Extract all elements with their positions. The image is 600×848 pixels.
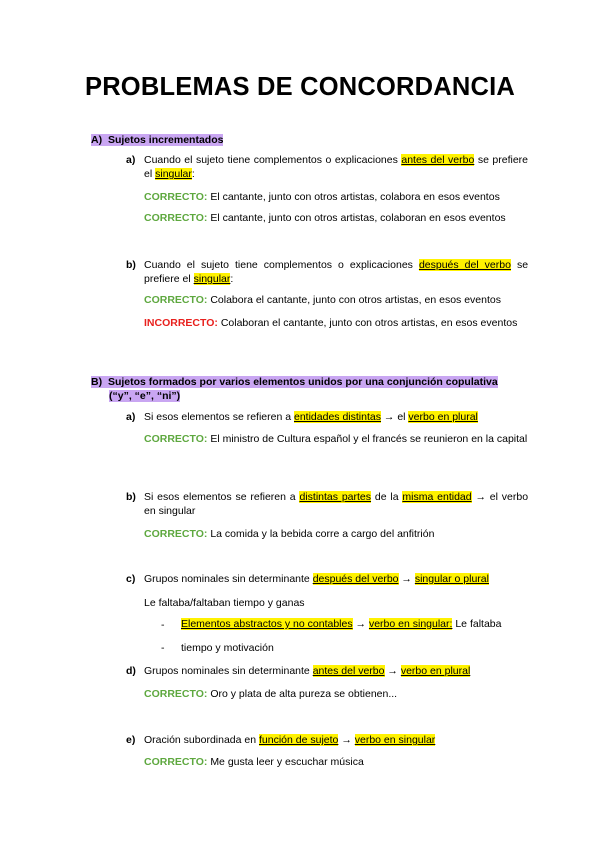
highlight: después del verbo <box>312 573 399 585</box>
correct-tag: CORRECTO: <box>144 688 208 700</box>
item-text: → <box>355 618 367 630</box>
correct-tag: CORRECTO: <box>144 212 208 224</box>
highlight: función de sujeto <box>259 734 339 746</box>
highlight: singular <box>155 168 192 180</box>
example-text: Colaboran el cantante, junto con otros artistas, en esos eventos <box>220 317 518 329</box>
item-text: : <box>230 273 234 285</box>
example-b3: Le faltaba/faltaban tiempo y ganas <box>144 597 305 609</box>
example-a1-2 <box>144 211 528 225</box>
highlight: verbo en plural <box>408 411 478 423</box>
correct-tag: CORRECTO: <box>144 191 208 203</box>
item-label: c) <box>126 573 136 585</box>
bullet-marker-2: - <box>161 642 165 654</box>
highlight: misma entidad <box>402 491 472 503</box>
example-b5-1 <box>144 755 528 769</box>
item-text: se prefiere el <box>144 154 528 180</box>
highlight: verbo en singular <box>354 734 436 746</box>
highlight: verbo en singular: <box>368 618 453 630</box>
bullet-text <box>181 618 529 630</box>
item-text: Grupos nominales sin determinante <box>144 573 310 585</box>
highlight: antes del verbo <box>312 665 385 677</box>
example-text: Oro y plata de alta pureza se obtienen... <box>210 688 398 700</box>
item-text: Grupos nominales sin determinante <box>144 665 310 677</box>
item-text: Le faltaba <box>455 618 502 630</box>
item-text: : <box>191 168 195 180</box>
section-a-label: A) <box>91 134 103 146</box>
bullet-continuation: tiempo y motivación <box>181 642 274 654</box>
item-text: Si esos elementos se refieren a <box>144 411 292 423</box>
example-b1-1 <box>144 432 528 446</box>
item-text: de la <box>374 491 399 503</box>
correct-tag: CORRECTO: <box>144 294 208 306</box>
example-a1-1 <box>144 190 528 204</box>
highlight: singular o plural <box>414 573 489 585</box>
item-label: e) <box>126 734 136 746</box>
item-a1 <box>126 153 528 181</box>
item-text: Cuando el sujeto tiene complementos o explicaciones <box>144 259 413 271</box>
example-b2-1 <box>144 527 528 541</box>
item-text: Si esos elementos se refieren a <box>144 491 296 503</box>
item-b3 <box>126 572 528 586</box>
highlight: antes del verbo <box>401 154 475 166</box>
example-text: El ministro de Cultura español y el francés se reunieron en la capital <box>210 433 528 445</box>
section-b-subtitle: (“y”, “e”, “ni”) <box>109 390 181 402</box>
item-label: b) <box>126 491 136 503</box>
item-label: a) <box>126 411 136 423</box>
item-label: d) <box>126 665 136 677</box>
highlight: distintas partes <box>299 491 372 503</box>
highlight: singular <box>193 273 231 285</box>
item-text: → <box>401 573 412 585</box>
item-label: a) <box>126 154 136 166</box>
highlight: verbo en plural <box>400 665 471 677</box>
bullet-marker: - <box>161 619 165 631</box>
example-text: El cantante, junto con otros artistas, colaboran en esos eventos <box>210 212 506 224</box>
item-label: b) <box>126 259 136 271</box>
item-b2 <box>126 490 528 518</box>
incorrect-tag: INCORRECTO: <box>144 317 218 329</box>
item-text: → <box>387 665 398 677</box>
section-a-heading <box>91 134 223 146</box>
highlight: Elementos abstractos y no contables <box>181 618 353 630</box>
page-title: PROBLEMAS DE CONCORDANCIA <box>84 73 515 101</box>
section-a-title: Sujetos incrementados <box>107 134 224 146</box>
item-text: Oración subordinada en <box>144 734 257 746</box>
item-text: se prefiere el <box>144 259 529 285</box>
item-a2 <box>126 258 528 286</box>
example-b4-1 <box>144 687 528 701</box>
section-b-heading <box>91 375 529 403</box>
correct-tag: CORRECTO: <box>144 433 208 445</box>
example-text: Me gusta leer y escuchar música <box>210 756 364 768</box>
example-text: La comida y la bebida corre a cargo del anfitrión <box>210 528 435 540</box>
section-b-label: B) <box>91 376 103 388</box>
correct-tag: CORRECTO: <box>144 756 208 768</box>
item-text: Cuando el sujeto tiene complementos o explicaciones <box>144 154 398 166</box>
item-b5 <box>126 733 528 747</box>
highlight: después del verbo <box>418 259 511 271</box>
item-text: → el <box>383 411 406 423</box>
correct-tag: CORRECTO: <box>144 528 208 540</box>
section-b-title: Sujetos formados por varios elementos unidos por una conjunción copulativa <box>107 376 498 388</box>
example-text: El cantante, junto con otros artistas, colabora en esos eventos <box>210 191 500 203</box>
example-a2-1 <box>144 293 528 307</box>
item-b4 <box>126 664 528 678</box>
item-text: → el verbo en singular <box>144 491 529 517</box>
item-text: → <box>341 734 352 746</box>
highlight: entidades distintas <box>294 411 381 423</box>
example-text: Colabora el cantante, junto con otros artistas, en esos eventos <box>210 294 501 306</box>
item-b1 <box>126 410 528 424</box>
example-a2-2 <box>144 316 528 330</box>
